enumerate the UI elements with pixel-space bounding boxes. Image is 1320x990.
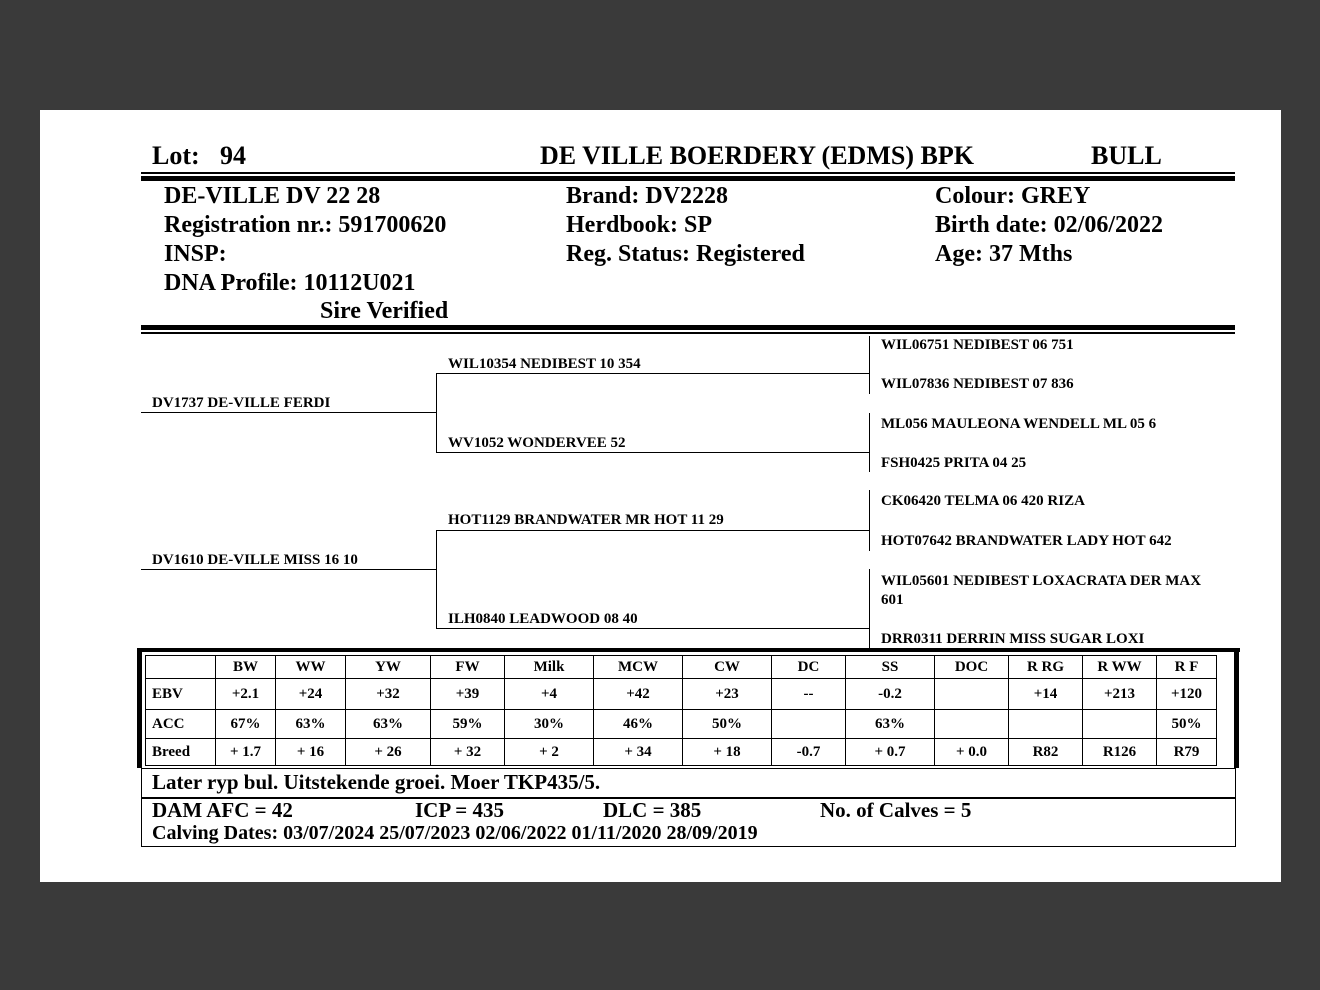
ggp-bracket-1 [869,336,870,394]
ebv-cell: 67% [216,710,276,739]
ebv-cell: 63% [846,710,935,739]
ebv-cell: 63% [346,710,431,739]
ebv-cell: +39 [431,679,505,710]
ebv-cell: +4 [505,679,594,710]
sire-verified: Sire Verified [320,298,449,324]
pedigree-ggp: CK06420 TELMA 06 420 RIZA [881,493,1085,509]
sire-dam-line [436,452,870,453]
sire-line [141,412,437,413]
calving-dates: Calving Dates: 03/07/2024 25/07/2023 02/06/2022 01/11/2020 28/09/2019 [152,822,758,844]
ebv-cell [1083,710,1157,739]
ebv-right-rule [1234,648,1239,768]
ggp-bracket-4 [869,569,870,650]
ebv-header-cell: SS [846,656,935,679]
lot-label: Lot: [152,141,200,170]
ebv-cell: -- [772,679,846,710]
ebv-row-label: EBV [146,679,216,710]
pedigree-sire-dam: WV1052 WONDERVEE 52 [448,435,626,451]
ebv-cell: + 16 [276,739,346,766]
breed-row [146,739,1217,766]
ebv-header-cell: WW [276,656,346,679]
herdbook: Herdbook: SP [566,212,713,238]
ggp-bracket-2 [869,413,870,472]
ebv-cell: + 2 [505,739,594,766]
ebv-cell: + 34 [594,739,683,766]
ggp-bracket-3 [869,490,870,551]
dam-bracket [436,530,437,629]
pedigree-dam-sire: HOT1129 BRANDWATER MR HOT 11 29 [448,512,724,528]
pedigree-ggp: WIL06751 NEDIBEST 06 751 [881,337,1074,353]
dam-icp: ICP = 435 [415,798,504,822]
ebv-cell [935,710,1009,739]
ebv-header-cell: MCW [594,656,683,679]
ebv-row-label: Breed [146,739,216,766]
age: Age: 37 Mths [935,241,1073,267]
registration-number: Registration nr.: 591700620 [164,212,447,238]
pedigree-ggp: FSH0425 PRITA 04 25 [881,455,1027,471]
ebv-header-cell: BW [216,656,276,679]
lot-number: 94 [220,141,246,170]
ebv-cell: 50% [683,710,772,739]
brand: Brand: DV2228 [566,183,729,209]
ebv-cell: -0.2 [846,679,935,710]
ebv-cell: R79 [1157,739,1217,766]
ebv-cell: 50% [1157,710,1217,739]
header-rule [141,172,1235,174]
ebv-cell: +213 [1083,679,1157,710]
ebv-cell: +23 [683,679,772,710]
ebv-cell: + 0.0 [935,739,1009,766]
animal-sex: BULL [1091,141,1162,170]
insp-label: INSP: [164,241,227,267]
ebv-cell: + 0.7 [846,739,935,766]
ebv-cell: -0.7 [772,739,846,766]
dam-dlc: DLC = 385 [603,798,702,822]
pedigree-ggp: WIL05601 NEDIBEST LOXACRATA DER MAX 601 [881,573,1202,608]
colour: Colour: GREY [935,183,1091,209]
sire-sire-line [436,373,870,374]
ebv-table [145,655,1217,766]
ebv-cell: 63% [276,710,346,739]
info-rule-thick [141,325,1235,330]
ebv-cell: +24 [276,679,346,710]
ebv-cell [772,710,846,739]
ebv-header-cell: FW [431,656,505,679]
dam-calves: No. of Calves = 5 [820,798,972,822]
ebv-header-cell: CW [683,656,772,679]
sire-bracket [436,373,437,453]
birth-date: Birth date: 02/06/2022 [935,212,1163,238]
ebv-header-row [146,656,1217,679]
pedigree-ggp: ML056 MAULEONA WENDELL ML 05 6 [881,416,1157,432]
pedigree-sire-sire: WIL10354 NEDIBEST 10 354 [448,356,641,372]
ebv-cell: + 32 [431,739,505,766]
pedigree-sire: DV1737 DE-VILLE FERDI [152,395,331,411]
dam-afc: DAM AFC = 42 [152,798,293,822]
ebv-top-rule [137,648,1240,652]
ebv-cell: +120 [1157,679,1217,710]
comment-text: Later ryp bul. Uitstekende groei. Moer TKP435/5. [152,770,601,794]
ebv-header-cell: DOC [935,656,1009,679]
ebv-cell: +14 [1009,679,1083,710]
registration-status: Reg. Status: Registered [566,241,805,267]
breeder-name: DE VILLE BOERDERY (EDMS) BPK [540,141,974,170]
pedigree-ggp: HOT07642 BRANDWATER LADY HOT 642 [881,533,1172,549]
ebv-cell [1009,710,1083,739]
ebv-row-label: ACC [146,710,216,739]
ebv-cell: + 18 [683,739,772,766]
ebv-header-cell: YW [346,656,431,679]
ebv-header-cell: R WW [1083,656,1157,679]
animal-name: DE-VILLE DV 22 28 [164,183,381,209]
dam-line [141,569,437,570]
ebv-cell: R82 [1009,739,1083,766]
ebv-header-cell [146,656,216,679]
dna-profile: DNA Profile: 10112U021 [164,270,416,296]
ebv-cell: + 1.7 [216,739,276,766]
ebv-header-cell: DC [772,656,846,679]
ebv-row [146,679,1217,710]
ebv-header-cell: R F [1157,656,1217,679]
ebv-cell: 30% [505,710,594,739]
acc-row [146,710,1217,739]
pedigree-dam-dam: ILH0840 LEADWOOD 08 40 [448,611,638,627]
ebv-cell: 46% [594,710,683,739]
ebv-cell: +32 [346,679,431,710]
ebv-cell: R126 [1083,739,1157,766]
info-rule [141,332,1235,334]
ebv-cell: +42 [594,679,683,710]
pedigree-dam: DV1610 DE-VILLE MISS 16 10 [152,552,358,568]
pedigree-ggp: WIL07836 NEDIBEST 07 836 [881,376,1074,392]
dam-sire-line [436,530,870,531]
dam-dam-line [436,628,870,629]
ebv-cell: +2.1 [216,679,276,710]
header-rule-thick [141,176,1235,181]
ebv-cell: + 26 [346,739,431,766]
ebv-header-cell: Milk [505,656,594,679]
ebv-cell: 59% [431,710,505,739]
ebv-left-rule [137,648,142,768]
ebv-cell [935,679,1009,710]
pedigree-ggp: DRR0311 DERRIN MISS SUGAR LOXI [881,631,1145,647]
ebv-header-cell: R RG [1009,656,1083,679]
